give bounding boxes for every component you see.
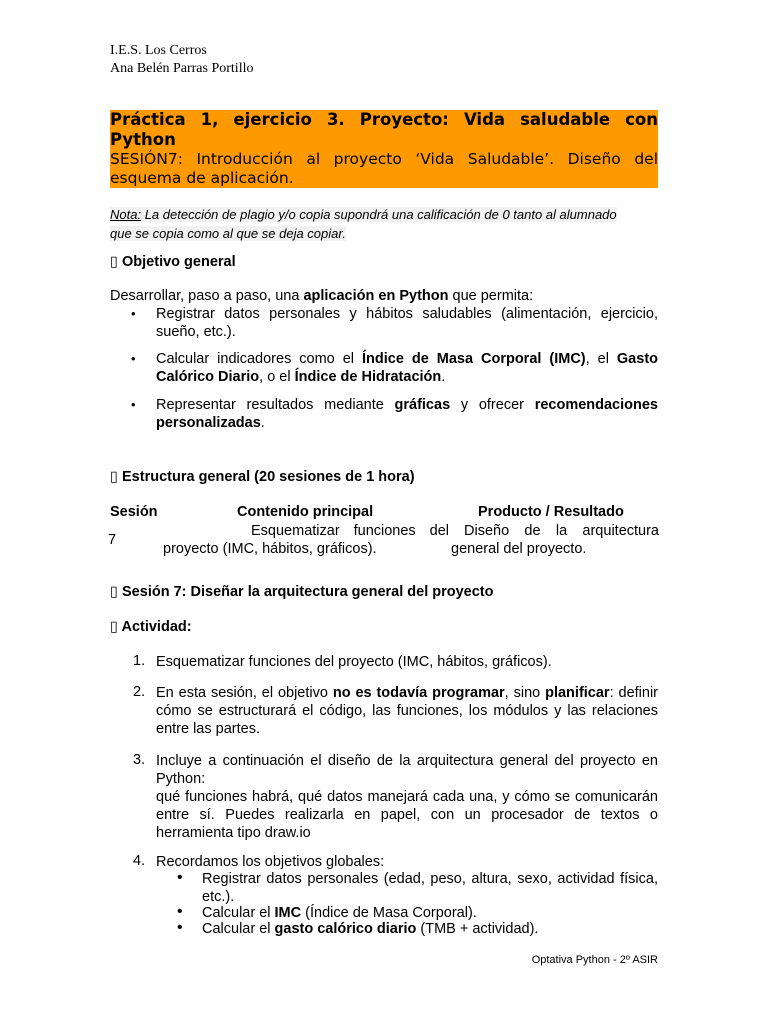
list-number: 2. [133, 684, 146, 700]
plagiarism-note [110, 205, 662, 243]
list-number: 1. [133, 653, 146, 669]
actividad-item-2: En esta sesión, el objetivo no es todavía programar, sino planificar: definir cómo se estructurará el código, las funciones, los módulos y las relaciones entre las partes. [156, 685, 658, 737]
missing-glyph-icon: ▯ [110, 619, 118, 635]
title-box [110, 110, 658, 188]
bullet-icon: • [177, 903, 183, 920]
bullet-icon: • [131, 306, 136, 321]
col-header-producto: Producto / Resultado [478, 504, 624, 520]
col-header-contenido: Contenido principal [237, 504, 374, 520]
author-name: Ana Belén Parras Portillo [110, 61, 254, 76]
missing-glyph-icon: ▯ [110, 584, 118, 600]
actividad-item-4: Recordamos los objetivos globales: [156, 854, 385, 870]
missing-glyph-icon: ▯ [110, 254, 118, 270]
missing-glyph-icon: ▯ [110, 469, 118, 485]
bullet-icon: • [131, 397, 136, 412]
objetivo-global-1: Registrar datos personales (edad, peso, altura, sexo, actividad física, etc.). [202, 871, 658, 905]
school-name: I.E.S. Los Cerros [110, 43, 207, 58]
objetivo-bullet-1: Registrar datos personales y hábitos saludables (alimentación, ejercicio, sueño, etc.). [156, 306, 658, 340]
objetivo-heading: ▯ Objetivo general [110, 254, 236, 270]
objetivo-intro: Desarrollar, paso a paso, una aplicación en Python que permita: [110, 288, 534, 304]
bullet-icon: • [177, 869, 183, 886]
objetivo-global-3: Calcular el gasto calórico diario (TMB + actividad). [202, 921, 539, 937]
list-number: 3. [133, 752, 146, 768]
col-header-sesion: Sesión [110, 504, 158, 520]
objetivo-bullet-3: Representar resultados mediante gráficas y ofrecer recomendaciones personalizadas. [156, 397, 658, 431]
actividad-item-3-detail: qué funciones habrá, qué datos manejará cada una, y cómo se comunicarán entre sí. Puedes realizarla en papel, con un procesador de textos o herramienta tipo draw.io [156, 789, 658, 841]
list-number: 4. [133, 853, 146, 869]
actividad-item-3: Incluye a continuación el diseño de la arquitectura general del proyecto en Python: [156, 753, 658, 787]
actividad-item-1: Esquematizar funciones del proyecto (IMC, hábitos, gráficos). [156, 654, 552, 670]
sesion7-heading: ▯ Sesión 7: Diseñar la arquitectura general del proyecto [110, 584, 494, 600]
note-label: Nota: [110, 207, 142, 222]
bullet-icon: • [131, 351, 136, 366]
table-cell-contenido: Esquematizar funciones del proyecto (IMC, hábitos, gráficos). [163, 523, 449, 557]
objetivo-global-2: Calcular el IMC (Índice de Masa Corporal). [202, 905, 477, 921]
page-footer: Optativa Python - 2º ASIR [531, 954, 658, 966]
table-cell-session: 7 [108, 532, 117, 548]
table-cell-producto: Diseño de la arquitectura general del proyecto. [451, 523, 659, 557]
bullet-icon: • [177, 919, 183, 936]
estructura-heading: ▯ Estructura general (20 sesiones de 1 hora) [110, 469, 415, 485]
title-session: SESIÓN7: Introducción al proyecto ‘Vida Saludable’. Diseño del esquema de aplicación. [110, 150, 658, 187]
note-text-2: que se copia como al que se deja copiar. [110, 226, 346, 241]
note-text-1: La detección de plagio y/o copia supondrá una calificación de 0 tanto al alumnado [141, 207, 617, 222]
title-main: Práctica 1, ejercicio 3. Proyecto: Vida saludable con Python [110, 110, 658, 149]
objetivo-bullet-2: Calcular indicadores como el Índice de Masa Corporal (IMC), el Gasto Calórico Diario, o el Índice de Hidratación. [156, 351, 658, 385]
actividad-heading: ▯ Actividad: [110, 619, 192, 635]
